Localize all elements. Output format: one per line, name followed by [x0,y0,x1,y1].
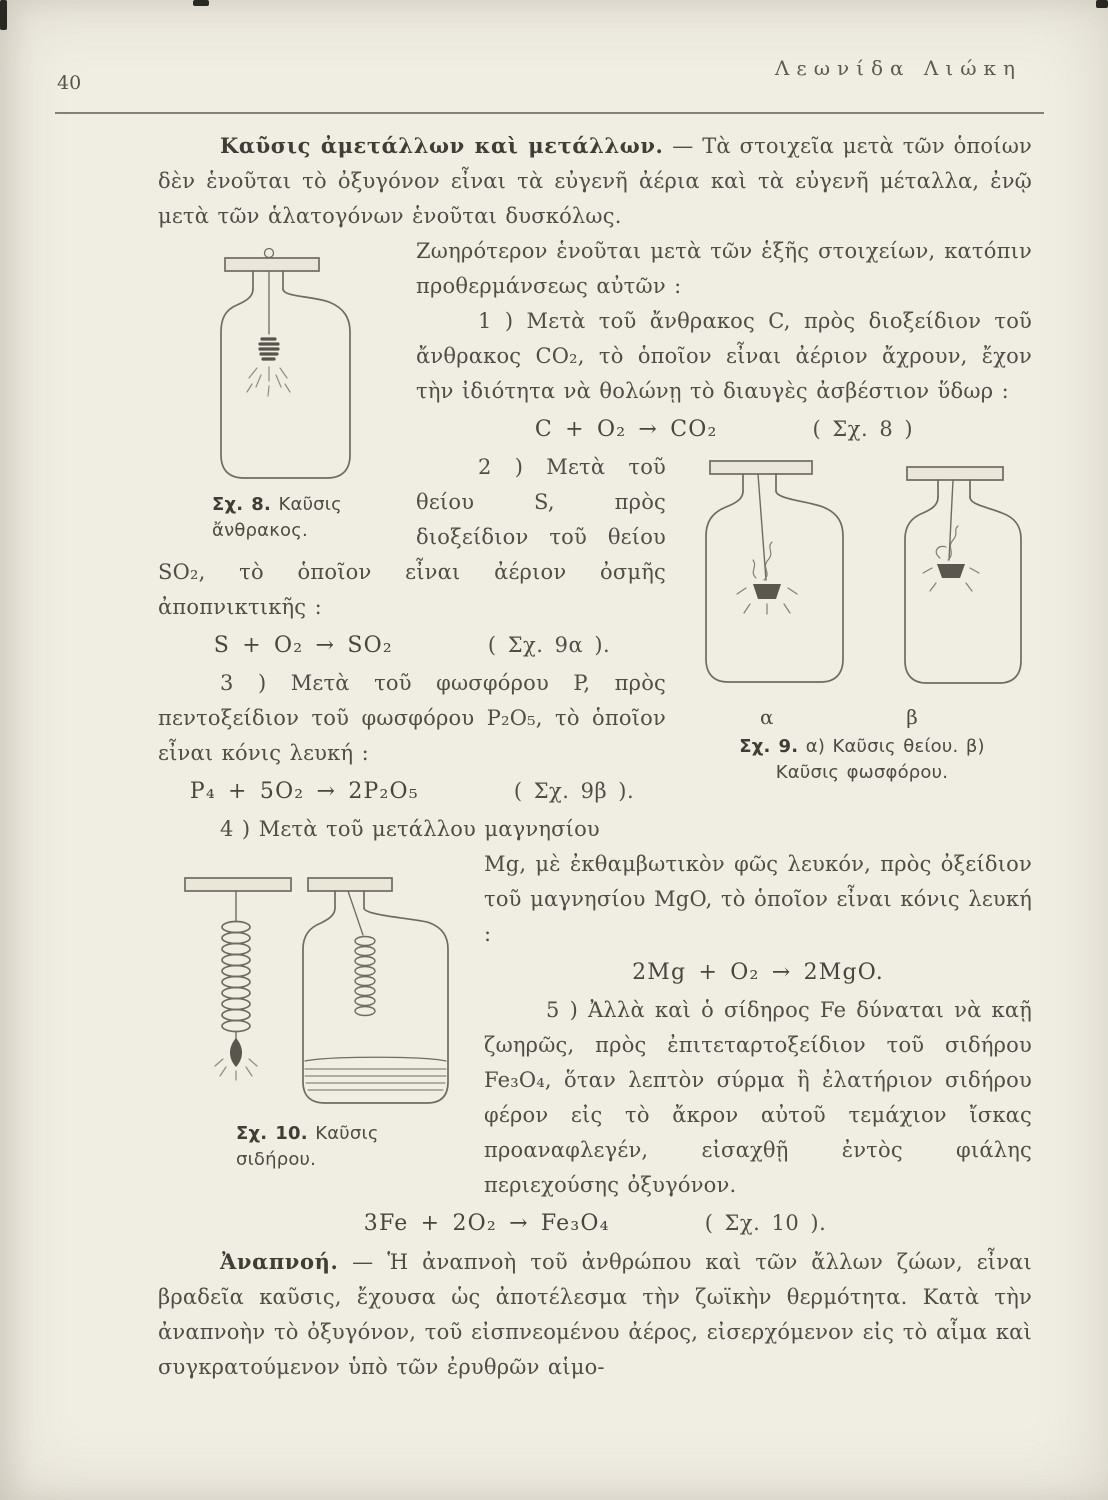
list-item-2-text: 2 ) Μετὰ τοῦ θείου S, πρὸς διοξείδιον τοῦ θείου SO₂, τὸ ὁποῖον εἶναι ἀέριον ὀσμῆς ἀποπνικτικῆς : [158,455,666,619]
list-item-3-text: 3 ) Μετὰ τοῦ φωσφόρου P, πρὸς πεντοξείδιον τοῦ φωσφόρου P₂O₅, τὸ ὁποῖον εἶναι κόνις λευκή : [158,671,666,765]
running-head: Λεωνίδα Λιώκη [774,56,1022,80]
figure-10 [178,853,460,1173]
figure-8 [188,244,388,544]
scan-artifact [193,0,209,6]
figure-10-iron-spring-illustration [178,853,460,1115]
equation-1-row [416,412,1032,447]
figure-8-number: Σχ. 8. [212,494,272,515]
list-item-4-cont-text: Mg, μὲ ἐκθαμβωτικὸν φῶς λευκόν, πρὸς ὀξείδιον τοῦ μαγνησίου MgO, τὸ ὁποῖον εἶναι κόνις λευκή : [484,852,1032,946]
figure-9-label-alpha: α [760,705,774,729]
equation-2-row [158,628,666,663]
intro-paragraph [158,128,1032,234]
figure-10-caption-text: Καῦσις σιδήρου. [236,1123,379,1170]
scan-artifact [1096,0,1108,8]
equation-2: S + O₂ → SO₂ [213,633,393,658]
figure-9-flasks-illustration [692,456,1032,704]
equation-5-ref: ( Σχ. 10 ). [704,1211,827,1235]
text-column [158,128,1032,1385]
equation-4: 2Mg + O₂ → 2MgO. [632,960,884,985]
equation-3-row [158,774,666,809]
equation-1-ref: ( Σχ. 8 ) [812,417,914,441]
figure-10-caption [236,1121,436,1173]
figure-8-caption-text: Καῦσις ἄνθρακος. [212,494,342,541]
figure-9-caption-text: α) Καῦσις θείου. β) Καῦσις φωσφόρου. [775,736,985,783]
page-number: 40 [57,72,82,94]
intro-text: — Τὰ στοιχεῖα μετὰ τῶν ὁποίων δὲν ἑνοῦται τὸ ὀξυγόνον εἶναι τὰ εὐγενῆ ἀέρια καὶ τὰ εὐγενῆ μέταλλα, ἐνῷ μετὰ τῶν ἁλατογόνων ἑνοῦται δυσκόλως. [158,134,1032,228]
figure-8-caption [212,492,364,544]
figure-8-flask-illustration [212,244,364,486]
scan-artifact [0,0,7,30]
list-item-5-text: 5 ) Ἀλλὰ καὶ ὁ σίδηρος Fe δύναται νὰ καῇ ζωηρῶς, πρὸς ἐπιτεταρτοξείδιον τοῦ σιδήρου Fe₃O₄, ὅταν λεπτὸν σύρμα ἢ ἐλατήριον σιδήρου φέρον εἰς τὸ ἄκρον αὐτοῦ τεμάχιον ἴσκας προαναφλεγέν, εἰσαχθῇ ἐντὸς φιάλης περιεχούσης ὀξυγόνον. [484,998,1032,1197]
equation-5-row [158,1206,1032,1241]
figure-9 [692,456,1032,786]
equation-5: 3Fe + 2O₂ → Fe₃O₄ [363,1211,610,1236]
equation-1: C + O₂ → CO₂ [534,417,718,442]
section-heading-combustion: Καῦσις ἀμετάλλων καὶ μετάλλων. [220,133,664,158]
figure-9-label-beta: β [906,705,918,729]
equation-4-row [484,955,1032,990]
equation-2-ref: ( Σχ. 9α ). [487,633,611,657]
list-item-4-start-text: 4 ) Μετὰ τοῦ μετάλλου μαγνησίου [220,817,600,841]
equation-3-ref: ( Σχ. 9β ). [513,779,635,803]
figure-10-number: Σχ. 10. [236,1123,308,1144]
respiration-text: — Ἡ ἀναπνοὴ τοῦ ἀνθρώπου καὶ τῶν ἄλλων ζώων, εἶναι βραδεῖα καῦσις, ἔχουσα ὡς ἀποτέλεσμα τὴν ζωϊκὴν θερμότητα. Κατὰ τὴν ἀναπνοὴν τὸ ὀξυγόνον, τοῦ εἰσπνεομένου ἀέρος, εἰσερχόμενον εἰς τὸ αἷμα καὶ συγκρατούμενον ὑπὸ τῶν ἐρυθρῶν αἱμο- [158,1250,1032,1379]
header-rule [55,112,1044,114]
figure-9-caption [733,734,991,786]
respiration-paragraph [158,1244,1032,1385]
equation-3: P₄ + 5O₂ → 2P₂O₅ [189,779,419,804]
figure-9-labels [692,704,1032,734]
section-heading-respiration: Ἀναπνοή. [220,1249,339,1274]
intro-text-cont: Ζωηρότερον ἑνοῦται μετὰ τῶν ἑξῆς στοιχείων, κατόπιν προθερμάνσεως αὐτῶν : [416,239,1032,298]
list-item-4-start [158,812,1032,847]
figure-9-number: Σχ. 9. [739,736,799,757]
list-item-1-text: 1 ) Μετὰ τοῦ ἄνθρακος C, πρὸς διοξείδιον τοῦ ἄνθρακος CO₂, τὸ ὁποῖον εἶναι ἀέριον ἄχρουν, ἔχον τὴν ἰδιότητα νὰ θολώνῃ τὸ διαυγὲς ἀσβέστιον ὕδωρ : [416,309,1032,403]
